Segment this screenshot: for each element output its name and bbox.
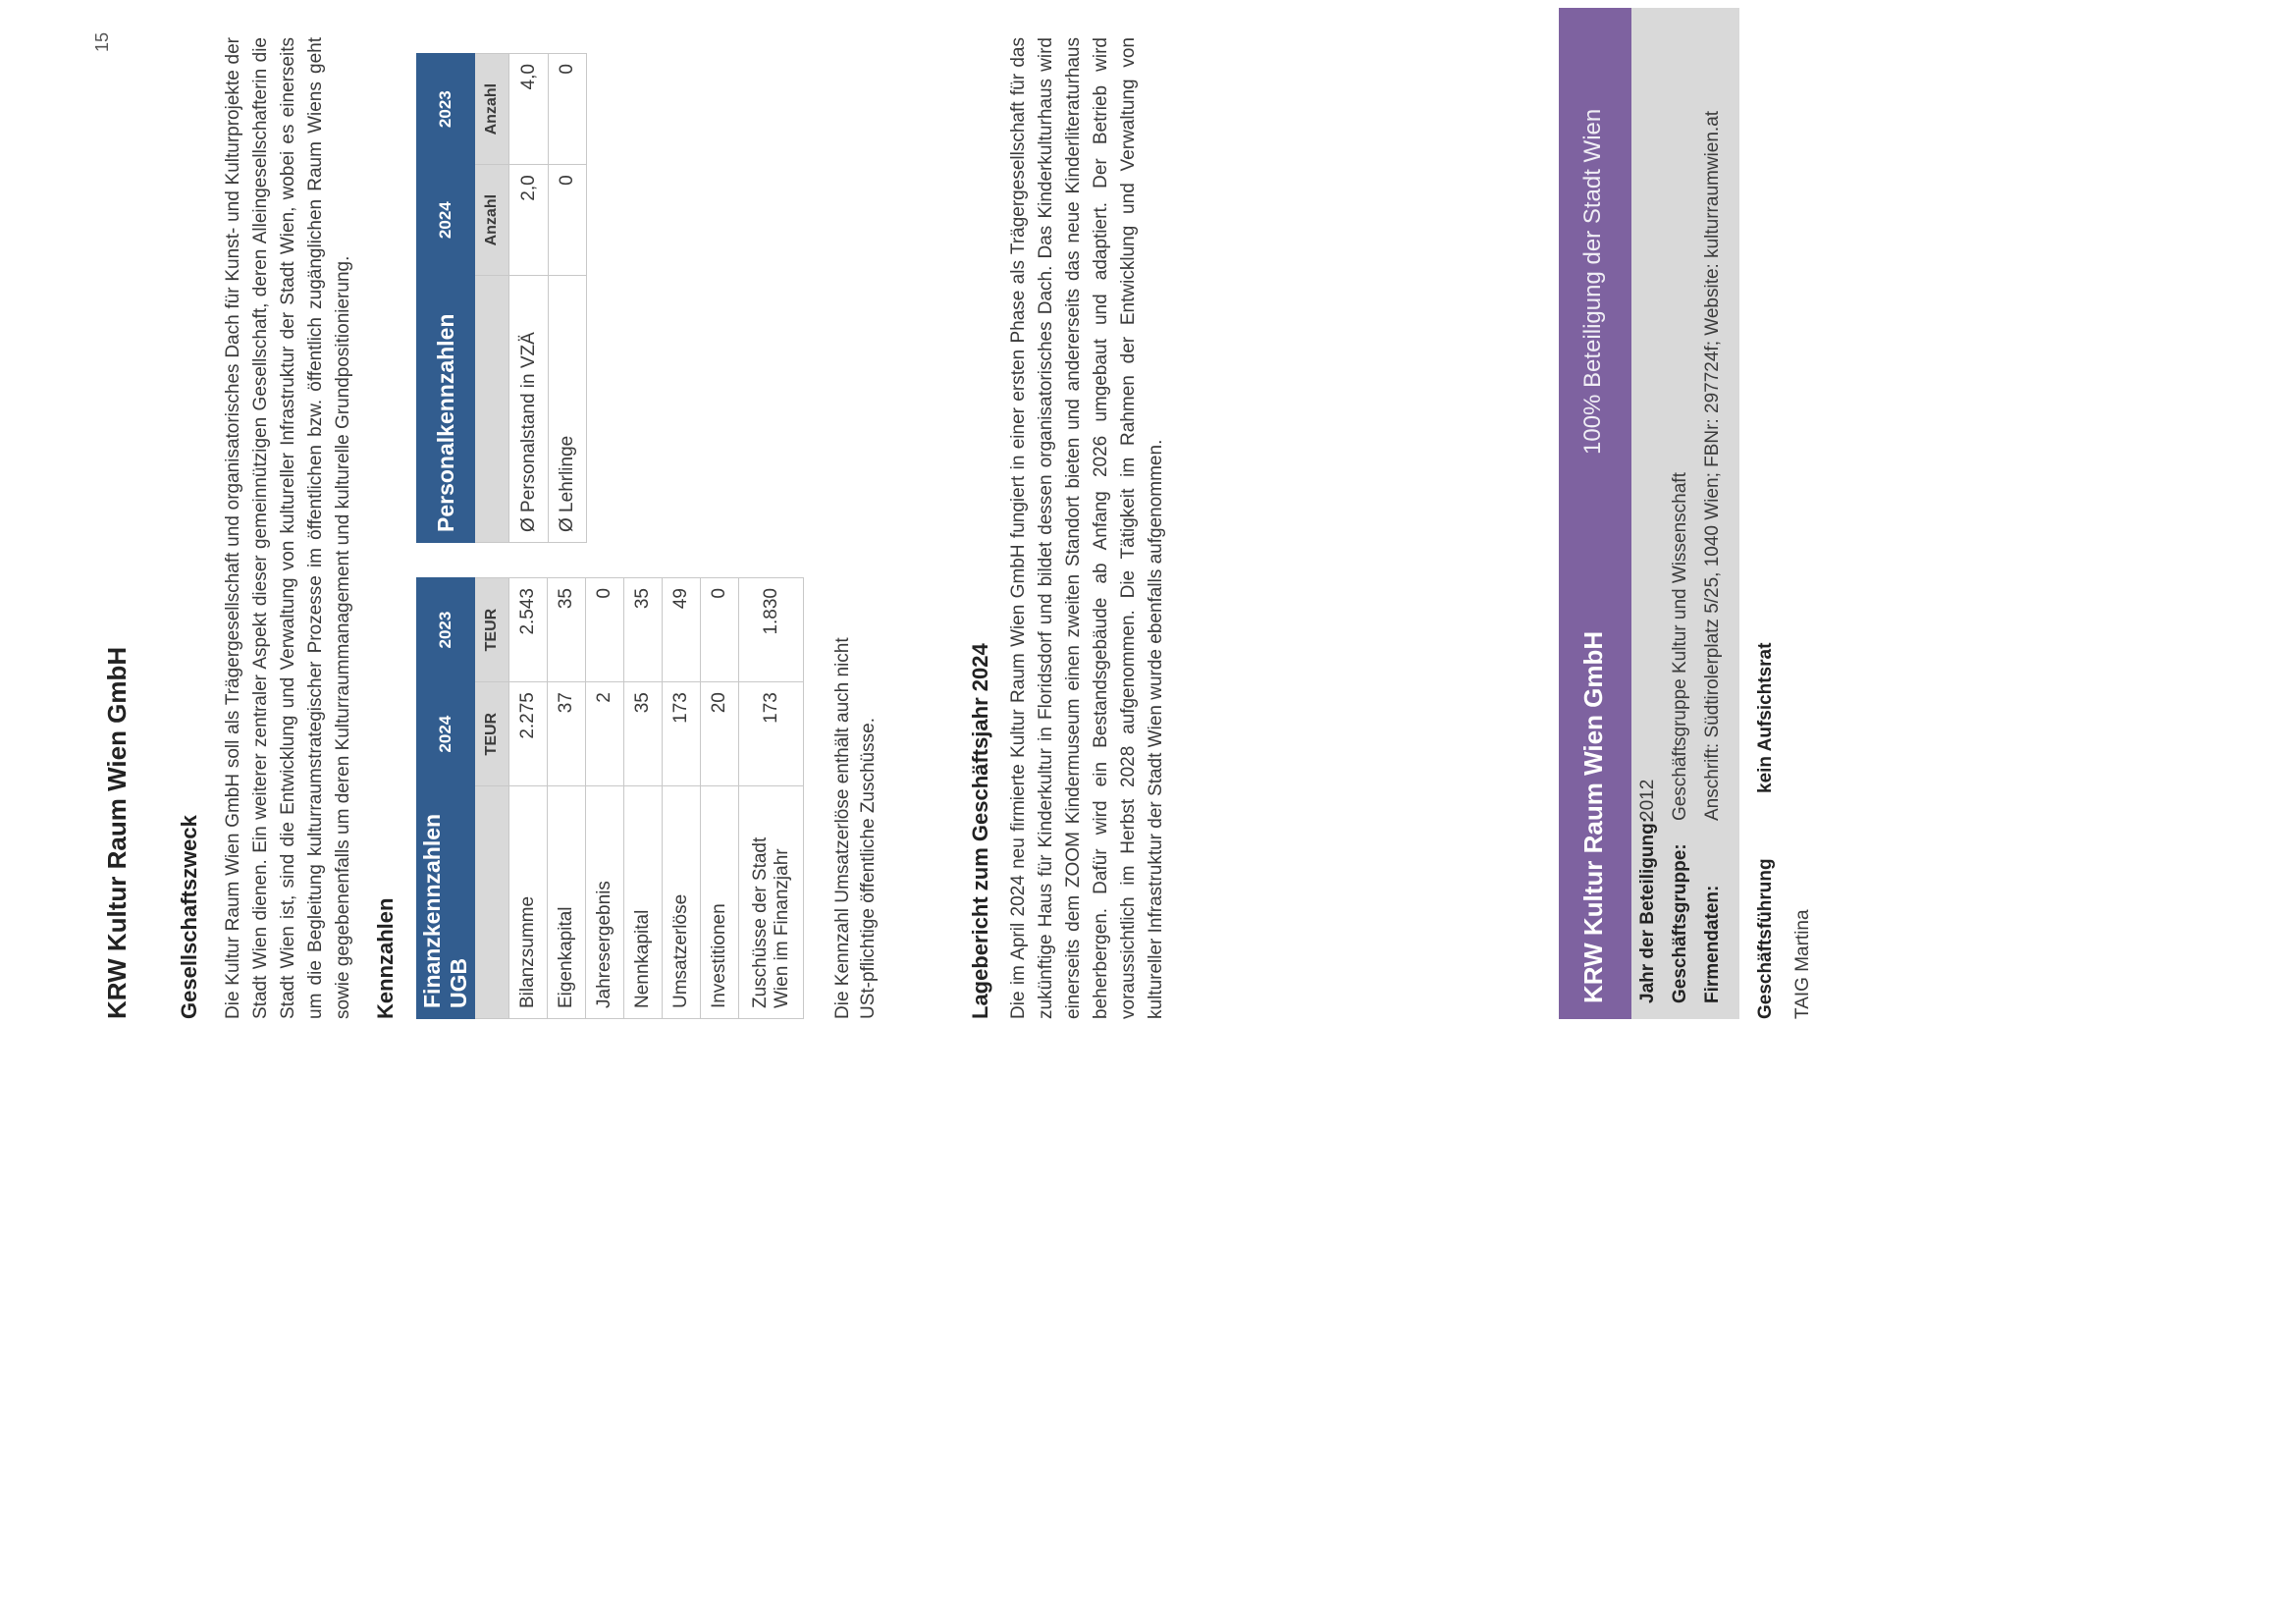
- table-row: [549, 54, 587, 543]
- finance-value-2024: 35: [624, 682, 663, 786]
- infobox-label-group: Geschäftsgruppe:: [1670, 843, 1690, 1003]
- infobox-ownership: 100% Beteiligung der Stadt Wien: [1579, 108, 1606, 455]
- finance-row-label: Umsatzerlöse: [663, 786, 701, 1019]
- personnel-unit-2024: Anzahl: [475, 165, 509, 276]
- purpose-text: Die Kultur Raum Wien GmbH soll als Trägergesellschaft und organisatorisches Dach für Kunst- und Kulturprojekte der Stadt Wien dienen. Ein weiterer zentraler Aspekt dieser gemeinnützigen Gesellschaft, deren Alleingesellschafterin die Stadt Wien ist, sind die Entwicklung und Verwaltung von kultureller Infrastruktur der Stadt Wien, wobei es einerseits um die Begleitung kulturraumstrategischer Prozesse im öffentlichen bzw. öffentlich zugänglichen Raum Wiens geht sowie gegebenenfalls um deren Kulturraummanagement und kulturelle Grundpositionierung.: [223, 37, 353, 1019]
- finance-value-2024: 37: [548, 682, 586, 786]
- personnel-value-2024: 0: [549, 165, 587, 276]
- page-number: 15: [92, 32, 112, 53]
- finance-row-label: Investitionen: [701, 786, 739, 1019]
- board-label: kein Aufsichtsrat: [1755, 642, 1776, 793]
- personnel-row-label: Ø Personalstand in VZÄ: [509, 276, 549, 543]
- infobox-value-group: Geschäftsgruppe Kultur und Wissenschaft: [1670, 472, 1690, 821]
- infobox-label-company-data: Firmendaten:: [1702, 885, 1723, 1003]
- infobox-company-name: KRW Kultur Raum Wien GmbH: [1578, 630, 1608, 1003]
- table-row: [624, 578, 663, 1019]
- management-label: Geschäftsführung: [1755, 858, 1776, 1019]
- finance-value-2023: 0: [701, 578, 739, 682]
- finance-row-label: Eigenkapital: [548, 786, 586, 1019]
- page-title: KRW Kultur Raum Wien GmbH: [102, 646, 132, 1019]
- finance-value-2023: 2.543: [509, 578, 548, 682]
- finance-value-2023: 35: [548, 578, 586, 682]
- table-row: [509, 54, 549, 543]
- personnel-row-label: Ø Lehrlinge: [549, 276, 587, 543]
- table-row: [548, 578, 586, 1019]
- finance-value-2023: 49: [663, 578, 701, 682]
- personnel-sub-empty: [475, 276, 509, 543]
- finance-unit-2024: TEUR: [475, 682, 509, 786]
- finance-row-label: Jahresergebnis: [586, 786, 624, 1019]
- personnel-table-title: Personalkennzahlen: [417, 276, 475, 543]
- table-row: [701, 578, 739, 1019]
- finance-table-title: Finanzkennzahlen UGB: [417, 786, 475, 1019]
- finance-row-label: Zuschüsse der Stadt Wien im Finanzjahr: [739, 786, 804, 1019]
- report-text: Die im April 2024 neu firmierte Kultur Raum Wien GmbH fungiert in einer ersten Phase als Trägergesellschaft für das zukünftige Haus für Kinderkultur in Floridsdorf und bildet dessen organisatorisches Dach. Das Kinderkulturhaus wird einerseits dem ZOOM Kindermuseum einen zweiten Standort bieten und andererseits das neue Kinderliteraturhaus beherbergen. Dafür wird ein Bestandsgebäude ab Anfang 2026 umgebaut und adaptiert. Der Betrieb wird voraussichtlich im Herbst 2028 aufgenommen. Die Tätigkeit im Rahmen der Entwicklung und Verwaltung von kultureller Infrastruktur der Stadt Wien wurde ebenfalls aufgenommen.: [1008, 37, 1166, 1019]
- finance-value-2024: 2: [586, 682, 624, 786]
- finance-value-2023: 1.830: [739, 578, 804, 682]
- table-row: [739, 578, 804, 1019]
- finance-value-2023: 0: [586, 578, 624, 682]
- finance-sub-empty: [475, 786, 509, 1019]
- personnel-unit-2023: Anzahl: [475, 54, 509, 165]
- finance-value-2024: 2.275: [509, 682, 548, 786]
- finance-value-2024: 173: [739, 682, 804, 786]
- table-row: [509, 578, 548, 1019]
- personnel-value-2023: 0: [549, 54, 587, 165]
- infobox-value-company-data: Anschrift: Südtirolerplatz 5/25, 1040 Wien; FBNr: 297724f; Website: kulturraumwien.at: [1702, 110, 1723, 821]
- finance-row-label: Bilanzsumme: [509, 786, 548, 1019]
- infobox-header: [1559, 8, 1631, 1019]
- personnel-year-2023: 2023: [417, 54, 475, 165]
- finance-value-2024: 173: [663, 682, 701, 786]
- finance-value-2024: 20: [701, 682, 739, 786]
- infobox-details: [1631, 8, 1739, 1019]
- finance-table: [416, 577, 804, 1019]
- purpose-heading: Gesellschaftszweck: [177, 815, 201, 1019]
- finance-unit-2023: TEUR: [475, 578, 509, 682]
- report-heading: Lagebericht zum Geschäftsjahr 2024: [968, 643, 992, 1019]
- kennzahlen-heading: Kennzahlen: [373, 897, 398, 1019]
- personnel-year-2024: 2024: [417, 165, 475, 276]
- infobox-label-year: Jahr der Beteiligung:: [1637, 816, 1658, 1003]
- personnel-value-2023: 4,0: [509, 54, 549, 165]
- finance-year-2023: 2023: [417, 578, 475, 682]
- finance-year-2024: 2024: [417, 682, 475, 786]
- infobox-value-year: 2012: [1637, 779, 1658, 821]
- table-row: [663, 578, 701, 1019]
- personnel-value-2024: 2,0: [509, 165, 549, 276]
- finance-row-label: Nennkapital: [624, 786, 663, 1019]
- management-name: TAIG Martina: [1792, 909, 1813, 1019]
- finance-value-2023: 35: [624, 578, 663, 682]
- finance-note: Die Kennzahl Umsatzerlöse enthält auch nicht USt-pflichtige öffentliche Zuschüsse.: [832, 637, 879, 1019]
- table-row: [586, 578, 624, 1019]
- personnel-table: [416, 53, 587, 543]
